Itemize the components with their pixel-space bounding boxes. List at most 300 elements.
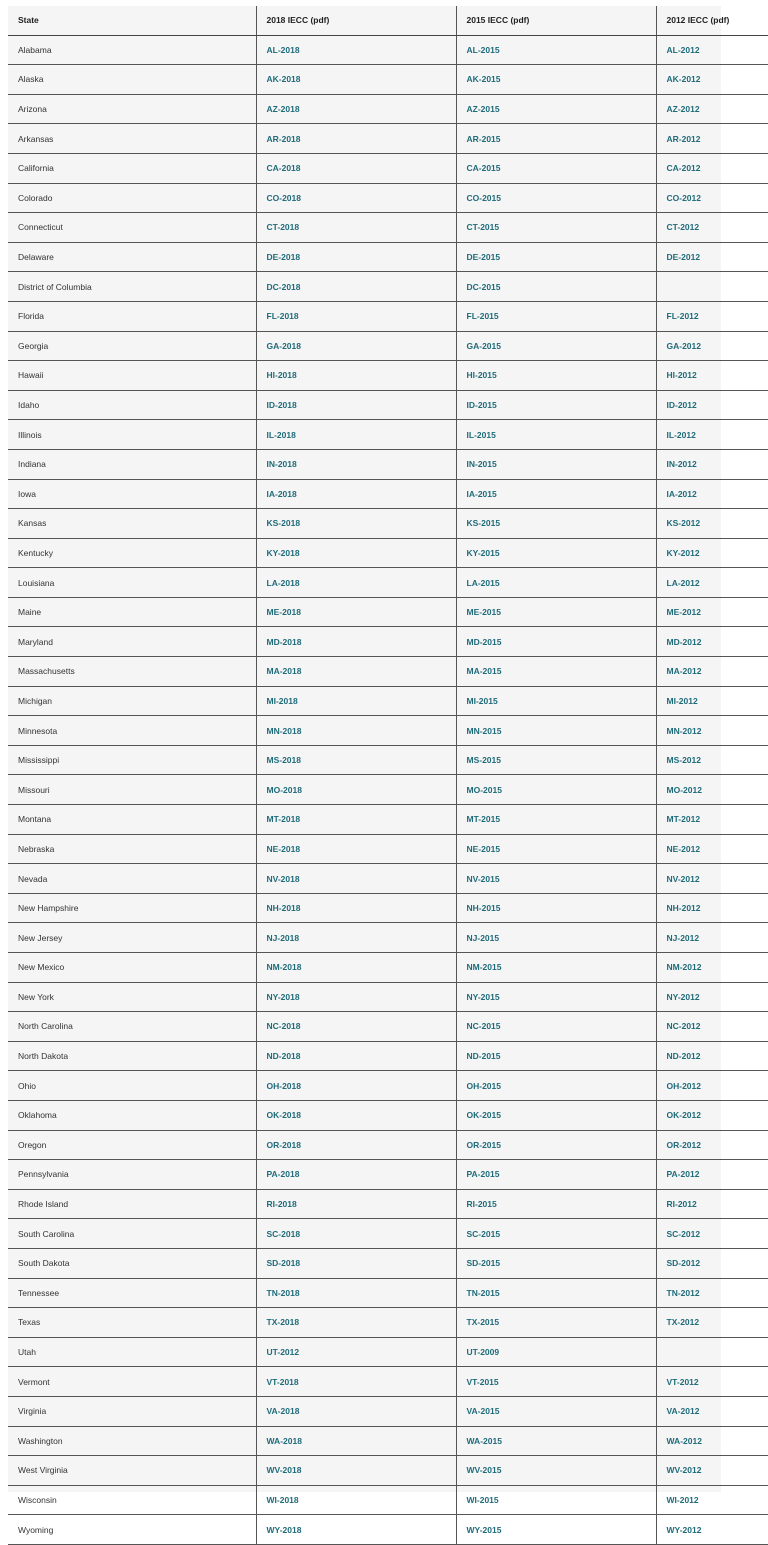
code-pdf-link-2015[interactable]: MO-2015 [466, 784, 502, 795]
code-cell-2012 [656, 716, 768, 746]
code-pdf-link-2018[interactable]: WV-2018 [266, 1465, 302, 1476]
code-pdf-link-2012[interactable]: NC-2012 [666, 1021, 701, 1032]
code-cell-2012 [656, 686, 768, 716]
code-pdf-link-2015[interactable]: KS-2015 [466, 518, 501, 529]
code-pdf-link-2012[interactable]: DE-2012 [666, 252, 701, 263]
code-pdf-link-2012[interactable]: MT-2012 [666, 814, 701, 825]
table-row [8, 1219, 768, 1249]
code-pdf-link-2015[interactable]: CT-2015 [466, 222, 500, 233]
code-pdf-link-2018[interactable]: TX-2018 [266, 1317, 300, 1328]
code-pdf-link-2015[interactable]: NE-2015 [466, 843, 501, 854]
code-pdf-link-2012[interactable]: VA-2012 [666, 1406, 700, 1417]
code-pdf-link-2018[interactable]: IA-2018 [266, 488, 297, 499]
state-name-cell: New Hampshire [8, 893, 256, 923]
code-cell-2018 [256, 183, 456, 213]
code-pdf-link-2012[interactable]: NH-2012 [666, 903, 701, 914]
code-cell-2018 [256, 597, 456, 627]
table-row [8, 834, 768, 864]
code-cell-2012 [656, 1396, 768, 1426]
table-row [8, 1515, 768, 1545]
state-name-cell: South Carolina [8, 1219, 256, 1249]
state-name-cell: Wyoming [8, 1515, 256, 1545]
code-pdf-link-2012[interactable]: NV-2012 [666, 873, 700, 884]
code-pdf-link-2015[interactable]: FL-2015 [466, 311, 499, 322]
state-name-cell: North Carolina [8, 1012, 256, 1042]
table-row [8, 183, 768, 213]
code-pdf-link-2018[interactable]: ID-2018 [266, 400, 297, 411]
code-pdf-link-2012[interactable]: ND-2012 [666, 1051, 701, 1062]
table-row [8, 449, 768, 479]
code-pdf-link-2015[interactable]: UT-2009 [466, 1347, 500, 1358]
state-name-cell: South Dakota [8, 1248, 256, 1278]
code-pdf-link-2015[interactable]: MA-2015 [466, 666, 502, 677]
code-pdf-link-2018[interactable]: MI-2018 [266, 695, 298, 706]
code-cell-2012 [656, 864, 768, 894]
code-cell-2015 [456, 1100, 656, 1130]
code-cell-2012 [656, 390, 768, 420]
code-pdf-link-2012[interactable]: OH-2012 [666, 1080, 701, 1091]
code-cell-2018 [256, 449, 456, 479]
code-cell-2012 [656, 1189, 768, 1219]
code-pdf-link-2012[interactable]: GA-2012 [666, 340, 701, 351]
table-row [8, 923, 768, 953]
code-pdf-link-2012[interactable]: OK-2012 [666, 1110, 701, 1121]
code-pdf-link-2012[interactable]: VT-2012 [666, 1376, 699, 1387]
code-pdf-link-2015[interactable]: OK-2015 [466, 1110, 501, 1121]
code-cell-2015 [456, 183, 656, 213]
code-cell-2015 [456, 1041, 656, 1071]
code-pdf-link-2015[interactable]: SC-2015 [466, 1228, 501, 1239]
table-row [8, 745, 768, 775]
code-cell-2018 [256, 1278, 456, 1308]
code-pdf-link-2012[interactable]: FL-2012 [666, 311, 699, 322]
code-pdf-link-2012[interactable]: TX-2012 [666, 1317, 700, 1328]
code-pdf-link-2015[interactable]: NY-2015 [466, 991, 500, 1002]
code-pdf-link-2018[interactable]: NV-2018 [266, 873, 300, 884]
state-name-cell: Texas [8, 1308, 256, 1338]
code-cell-2012 [656, 213, 768, 243]
code-cell-2015 [456, 153, 656, 183]
code-pdf-link-2018[interactable]: NJ-2018 [266, 932, 300, 943]
table-row [8, 272, 768, 302]
code-pdf-link-2018[interactable]: KS-2018 [266, 518, 301, 529]
code-pdf-link-2012[interactable]: MN-2012 [666, 725, 702, 736]
state-name-cell: Massachusetts [8, 657, 256, 687]
code-pdf-link-2018[interactable]: AR-2018 [266, 133, 301, 144]
code-pdf-link-2018[interactable]: DC-2018 [266, 281, 301, 292]
table-row [8, 242, 768, 272]
code-pdf-link-2012[interactable]: AK-2012 [666, 74, 701, 85]
code-cell-2015 [456, 390, 656, 420]
code-pdf-link-2018[interactable]: MN-2018 [266, 725, 302, 736]
code-cell-2015 [456, 242, 656, 272]
code-pdf-link-2018[interactable]: LA-2018 [266, 577, 300, 588]
state-name-cell: Nevada [8, 864, 256, 894]
code-cell-2015 [456, 923, 656, 953]
code-pdf-link-2018[interactable]: CO-2018 [266, 192, 301, 203]
code-pdf-link-2018[interactable]: MD-2018 [266, 636, 302, 647]
state-name-cell: Washington [8, 1426, 256, 1456]
code-pdf-link-2018[interactable]: ME-2018 [266, 607, 301, 618]
state-name-cell: West Virginia [8, 1456, 256, 1486]
header-state: State [8, 6, 256, 35]
code-cell-2012 [656, 1219, 768, 1249]
code-pdf-link-2015[interactable]: AK-2015 [466, 74, 501, 85]
code-pdf-link-2015[interactable]: VA-2015 [466, 1406, 500, 1417]
table-row [8, 153, 768, 183]
code-pdf-link-2018[interactable]: SD-2018 [266, 1258, 301, 1269]
table-row [8, 775, 768, 805]
code-pdf-link-2015[interactable]: MI-2015 [466, 695, 498, 706]
code-pdf-link-2012[interactable]: AR-2012 [666, 133, 701, 144]
code-cell-2015 [456, 1160, 656, 1190]
code-pdf-link-2018[interactable]: DE-2018 [266, 252, 301, 263]
state-name-cell: Delaware [8, 242, 256, 272]
code-pdf-link-2012[interactable]: ME-2012 [666, 607, 701, 618]
code-pdf-link-2018[interactable]: UT-2012 [266, 1347, 300, 1358]
code-pdf-link-2015[interactable]: IL-2015 [466, 429, 496, 440]
code-pdf-link-2012[interactable]: LA-2012 [666, 577, 700, 588]
code-pdf-link-2012[interactable]: WY-2012 [666, 1524, 702, 1535]
table-row [8, 361, 768, 391]
code-cell-2012 [656, 301, 768, 331]
code-cell-2012 [656, 479, 768, 509]
code-pdf-link-2015[interactable]: OH-2015 [466, 1080, 501, 1091]
code-pdf-link-2018[interactable]: NY-2018 [266, 991, 300, 1002]
code-pdf-link-2012[interactable]: WI-2012 [666, 1494, 699, 1505]
code-cell-2015 [456, 35, 656, 65]
code-cell-2015 [456, 1012, 656, 1042]
state-name-cell: Rhode Island [8, 1189, 256, 1219]
iecc-state-table [8, 6, 768, 1545]
code-cell-2015 [456, 65, 656, 95]
code-pdf-link-2015[interactable]: MT-2015 [466, 814, 501, 825]
state-name-cell: North Dakota [8, 1041, 256, 1071]
code-cell-2018 [256, 627, 456, 657]
code-cell-2018 [256, 568, 456, 598]
code-pdf-link-2018[interactable]: IL-2018 [266, 429, 296, 440]
code-pdf-link-2012[interactable]: OR-2012 [666, 1139, 701, 1150]
code-pdf-link-2018[interactable]: OK-2018 [266, 1110, 301, 1121]
code-cell-2018 [256, 1041, 456, 1071]
code-cell-2015 [456, 864, 656, 894]
code-pdf-link-2018[interactable]: TN-2018 [266, 1287, 300, 1298]
table-row [8, 1278, 768, 1308]
table-row [8, 420, 768, 450]
table-row [8, 864, 768, 894]
code-pdf-link-2018[interactable]: NH-2018 [266, 903, 301, 914]
code-pdf-link-2012[interactable]: MI-2012 [666, 695, 698, 706]
code-cell-2015 [456, 1278, 656, 1308]
code-cell-2015 [456, 597, 656, 627]
code-pdf-link-2012[interactable]: NM-2012 [666, 962, 702, 973]
table-row [8, 627, 768, 657]
code-pdf-link-2018[interactable]: MT-2018 [266, 814, 301, 825]
code-cell-2018 [256, 1160, 456, 1190]
code-pdf-link-2012[interactable]: ID-2012 [666, 400, 697, 411]
code-pdf-link-2012[interactable]: NY-2012 [666, 991, 700, 1002]
code-cell-2015 [456, 124, 656, 154]
code-pdf-link-2015[interactable]: AZ-2015 [466, 104, 500, 115]
code-cell-2015 [456, 775, 656, 805]
state-name-cell: Michigan [8, 686, 256, 716]
code-pdf-link-2012[interactable]: CA-2012 [666, 163, 701, 174]
code-cell-2018 [256, 65, 456, 95]
table-row [8, 716, 768, 746]
code-pdf-link-2012[interactable]: AL-2012 [666, 44, 700, 55]
code-pdf-link-2018[interactable]: MA-2018 [266, 666, 302, 677]
code-pdf-link-2015[interactable]: TN-2015 [466, 1287, 500, 1298]
code-cell-2018 [256, 213, 456, 243]
code-cell-2012 [656, 805, 768, 835]
code-cell-2012 [656, 1160, 768, 1190]
code-cell-2015 [456, 420, 656, 450]
code-pdf-link-2018[interactable]: HI-2018 [266, 370, 297, 381]
code-pdf-link-2012[interactable]: WV-2012 [666, 1465, 702, 1476]
code-cell-2018 [256, 301, 456, 331]
code-pdf-link-2015[interactable]: VT-2015 [466, 1376, 499, 1387]
code-pdf-link-2012[interactable]: AZ-2012 [666, 104, 700, 115]
code-pdf-link-2012[interactable]: IL-2012 [666, 429, 696, 440]
table-row [8, 893, 768, 923]
code-pdf-link-2018[interactable]: NE-2018 [266, 843, 301, 854]
state-name-cell: Minnesota [8, 716, 256, 746]
code-pdf-link-2018[interactable]: WY-2018 [266, 1524, 302, 1535]
table-row [8, 1337, 768, 1367]
state-name-cell: Illinois [8, 420, 256, 450]
state-name-cell: District of Columbia [8, 272, 256, 302]
code-cell-2012 [656, 94, 768, 124]
code-cell-2012 [656, 1248, 768, 1278]
code-cell-2018 [256, 893, 456, 923]
code-cell-2012 [656, 124, 768, 154]
code-pdf-link-2015[interactable]: NV-2015 [466, 873, 500, 884]
code-pdf-link-2015[interactable]: ME-2015 [466, 607, 501, 618]
code-pdf-link-2018[interactable]: ND-2018 [266, 1051, 301, 1062]
code-pdf-link-2015[interactable]: NH-2015 [466, 903, 501, 914]
code-pdf-link-2015[interactable]: DC-2015 [466, 281, 501, 292]
code-cell-2015 [456, 272, 656, 302]
table-row [8, 65, 768, 95]
code-pdf-link-2015[interactable]: RI-2015 [466, 1199, 497, 1210]
code-cell-2015 [456, 479, 656, 509]
table-row [8, 538, 768, 568]
code-pdf-link-2018[interactable]: NC-2018 [266, 1021, 301, 1032]
code-cell-2015 [456, 509, 656, 539]
table-row [8, 1308, 768, 1338]
code-cell-2012 [656, 420, 768, 450]
code-cell-2012 [656, 834, 768, 864]
code-pdf-link-2018[interactable]: FL-2018 [266, 311, 299, 322]
code-pdf-link-2015[interactable]: WV-2015 [466, 1465, 502, 1476]
code-pdf-link-2012[interactable]: MO-2012 [666, 784, 702, 795]
code-cell-2015 [456, 1130, 656, 1160]
code-cell-2012 [656, 509, 768, 539]
code-cell-2015 [456, 1515, 656, 1545]
code-pdf-link-2012[interactable]: CO-2012 [666, 192, 701, 203]
code-pdf-link-2018[interactable]: PA-2018 [266, 1169, 300, 1180]
table-row [8, 1485, 768, 1515]
code-pdf-link-2018[interactable]: SC-2018 [266, 1228, 301, 1239]
code-cell-2015 [456, 1308, 656, 1338]
code-pdf-link-2018[interactable]: CA-2018 [266, 163, 301, 174]
code-cell-2012 [656, 1456, 768, 1486]
state-name-cell: Oregon [8, 1130, 256, 1160]
code-pdf-link-2012[interactable]: SD-2012 [666, 1258, 701, 1269]
code-pdf-link-2015[interactable]: TX-2015 [466, 1317, 500, 1328]
code-pdf-link-2012[interactable]: IA-2012 [666, 488, 697, 499]
code-pdf-link-2018[interactable]: WI-2018 [266, 1494, 299, 1505]
code-cell-2018 [256, 1071, 456, 1101]
code-pdf-link-2018[interactable]: OR-2018 [266, 1139, 301, 1150]
state-name-cell: California [8, 153, 256, 183]
code-cell-2015 [456, 1337, 656, 1367]
code-cell-2015 [456, 538, 656, 568]
state-name-cell: Arizona [8, 94, 256, 124]
state-name-cell: Alaska [8, 65, 256, 95]
code-pdf-link-2015[interactable]: MS-2015 [466, 755, 501, 766]
code-cell-2015 [456, 1367, 656, 1397]
table-row [8, 479, 768, 509]
code-pdf-link-2012[interactable]: MA-2012 [666, 666, 702, 677]
code-pdf-link-2018[interactable]: VT-2018 [266, 1376, 299, 1387]
code-cell-2018 [256, 1189, 456, 1219]
code-pdf-link-2015[interactable]: IN-2015 [466, 459, 497, 470]
code-cell-2015 [456, 361, 656, 391]
code-cell-2012 [656, 242, 768, 272]
code-cell-2018 [256, 1130, 456, 1160]
code-pdf-link-2018[interactable]: AK-2018 [266, 74, 301, 85]
code-cell-2018 [256, 1367, 456, 1397]
state-name-cell: Oklahoma [8, 1100, 256, 1130]
code-pdf-link-2015[interactable]: PA-2015 [466, 1169, 500, 1180]
code-cell-2018 [256, 1100, 456, 1130]
code-pdf-link-2018[interactable]: VA-2018 [266, 1406, 300, 1417]
state-name-cell: Kansas [8, 509, 256, 539]
code-pdf-link-2015[interactable]: IA-2015 [466, 488, 497, 499]
code-cell-2012 [656, 1426, 768, 1456]
code-cell-2018 [256, 538, 456, 568]
code-pdf-link-2012[interactable]: KS-2012 [666, 518, 701, 529]
state-name-cell: Montana [8, 805, 256, 835]
code-pdf-link-2015[interactable]: ID-2015 [466, 400, 497, 411]
state-name-cell: Virginia [8, 1396, 256, 1426]
code-cell-2018 [256, 153, 456, 183]
code-pdf-link-2018[interactable]: NM-2018 [266, 962, 302, 973]
code-pdf-link-2015[interactable]: LA-2015 [466, 577, 500, 588]
code-pdf-link-2012[interactable]: IN-2012 [666, 459, 697, 470]
code-pdf-link-2015[interactable]: DE-2015 [466, 252, 501, 263]
code-pdf-link-2018[interactable]: WA-2018 [266, 1435, 302, 1446]
code-pdf-link-2015[interactable]: HI-2015 [466, 370, 497, 381]
code-pdf-link-2012[interactable]: WA-2012 [666, 1435, 702, 1446]
code-pdf-link-2015[interactable]: NC-2015 [466, 1021, 501, 1032]
state-name-cell: Maryland [8, 627, 256, 657]
code-pdf-link-2012[interactable]: CT-2012 [666, 222, 700, 233]
code-cell-2018 [256, 657, 456, 687]
code-cell-2015 [456, 1426, 656, 1456]
code-cell-2018 [256, 1485, 456, 1515]
table-row [8, 1396, 768, 1426]
code-pdf-link-2012[interactable]: SC-2012 [666, 1228, 701, 1239]
code-cell-2018 [256, 1426, 456, 1456]
code-pdf-link-2015[interactable]: CO-2015 [466, 192, 501, 203]
code-cell-2012 [656, 923, 768, 953]
code-pdf-link-2012[interactable]: NJ-2012 [666, 932, 700, 943]
code-pdf-link-2015[interactable]: KY-2015 [466, 547, 500, 558]
code-cell-2018 [256, 420, 456, 450]
code-pdf-link-2018[interactable]: IN-2018 [266, 459, 297, 470]
table-row [8, 509, 768, 539]
code-pdf-link-2018[interactable]: GA-2018 [266, 340, 301, 351]
code-pdf-link-2015[interactable]: NM-2015 [466, 962, 502, 973]
code-cell-2015 [456, 953, 656, 983]
state-name-cell: Mississippi [8, 745, 256, 775]
code-cell-2015 [456, 893, 656, 923]
code-pdf-link-2015[interactable]: WA-2015 [466, 1435, 502, 1446]
code-pdf-link-2015[interactable]: ND-2015 [466, 1051, 501, 1062]
code-pdf-link-2018[interactable]: AL-2018 [266, 44, 300, 55]
code-cell-2018 [256, 35, 456, 65]
code-pdf-link-2012[interactable]: NE-2012 [666, 843, 701, 854]
code-pdf-link-2012[interactable]: PA-2012 [666, 1169, 700, 1180]
table-row [8, 1012, 768, 1042]
code-pdf-link-2015[interactable]: GA-2015 [466, 340, 501, 351]
state-name-cell: Wisconsin [8, 1485, 256, 1515]
state-name-cell: Vermont [8, 1367, 256, 1397]
code-cell-2012 [656, 775, 768, 805]
code-pdf-link-2012[interactable]: TN-2012 [666, 1287, 700, 1298]
code-pdf-link-2012[interactable]: KY-2012 [666, 547, 700, 558]
code-cell-2018 [256, 479, 456, 509]
code-pdf-link-2015[interactable]: OR-2015 [466, 1139, 501, 1150]
table-header-row [8, 6, 768, 35]
code-pdf-link-2015[interactable]: WY-2015 [466, 1524, 502, 1535]
code-pdf-link-2015[interactable]: MN-2015 [466, 725, 502, 736]
code-pdf-link-2018[interactable]: CT-2018 [266, 222, 300, 233]
code-pdf-link-2018[interactable]: AZ-2018 [266, 104, 300, 115]
header-2015-iecc: 2015 IECC (pdf) [456, 6, 656, 35]
code-cell-2018 [256, 982, 456, 1012]
code-pdf-link-2015[interactable]: AR-2015 [466, 133, 501, 144]
code-pdf-link-2015[interactable]: MD-2015 [466, 636, 502, 647]
code-pdf-link-2015[interactable]: SD-2015 [466, 1258, 501, 1269]
code-pdf-link-2015[interactable]: AL-2015 [466, 44, 500, 55]
code-pdf-link-2012[interactable]: MD-2012 [666, 636, 702, 647]
table-row [8, 94, 768, 124]
code-pdf-link-2012[interactable]: HI-2012 [666, 370, 697, 381]
code-cell-2015 [456, 568, 656, 598]
code-cell-2012 [656, 745, 768, 775]
code-pdf-link-2018[interactable]: MO-2018 [266, 784, 302, 795]
code-cell-2015 [456, 627, 656, 657]
code-pdf-link-2012[interactable]: RI-2012 [666, 1199, 697, 1210]
code-pdf-link-2015[interactable]: WI-2015 [466, 1494, 499, 1505]
code-cell-2012 [656, 1485, 768, 1515]
code-pdf-link-2015[interactable]: CA-2015 [466, 163, 501, 174]
code-pdf-link-2015[interactable]: NJ-2015 [466, 932, 500, 943]
table-row [8, 1100, 768, 1130]
code-pdf-link-2018[interactable]: MS-2018 [266, 755, 301, 766]
code-pdf-link-2018[interactable]: KY-2018 [266, 547, 300, 558]
code-pdf-link-2012[interactable]: MS-2012 [666, 755, 701, 766]
code-cell-2012 [656, 893, 768, 923]
table-row [8, 1426, 768, 1456]
code-pdf-link-2018[interactable]: OH-2018 [266, 1080, 301, 1091]
state-name-cell: Nebraska [8, 834, 256, 864]
table-row [8, 35, 768, 65]
code-pdf-link-2018[interactable]: RI-2018 [266, 1199, 297, 1210]
